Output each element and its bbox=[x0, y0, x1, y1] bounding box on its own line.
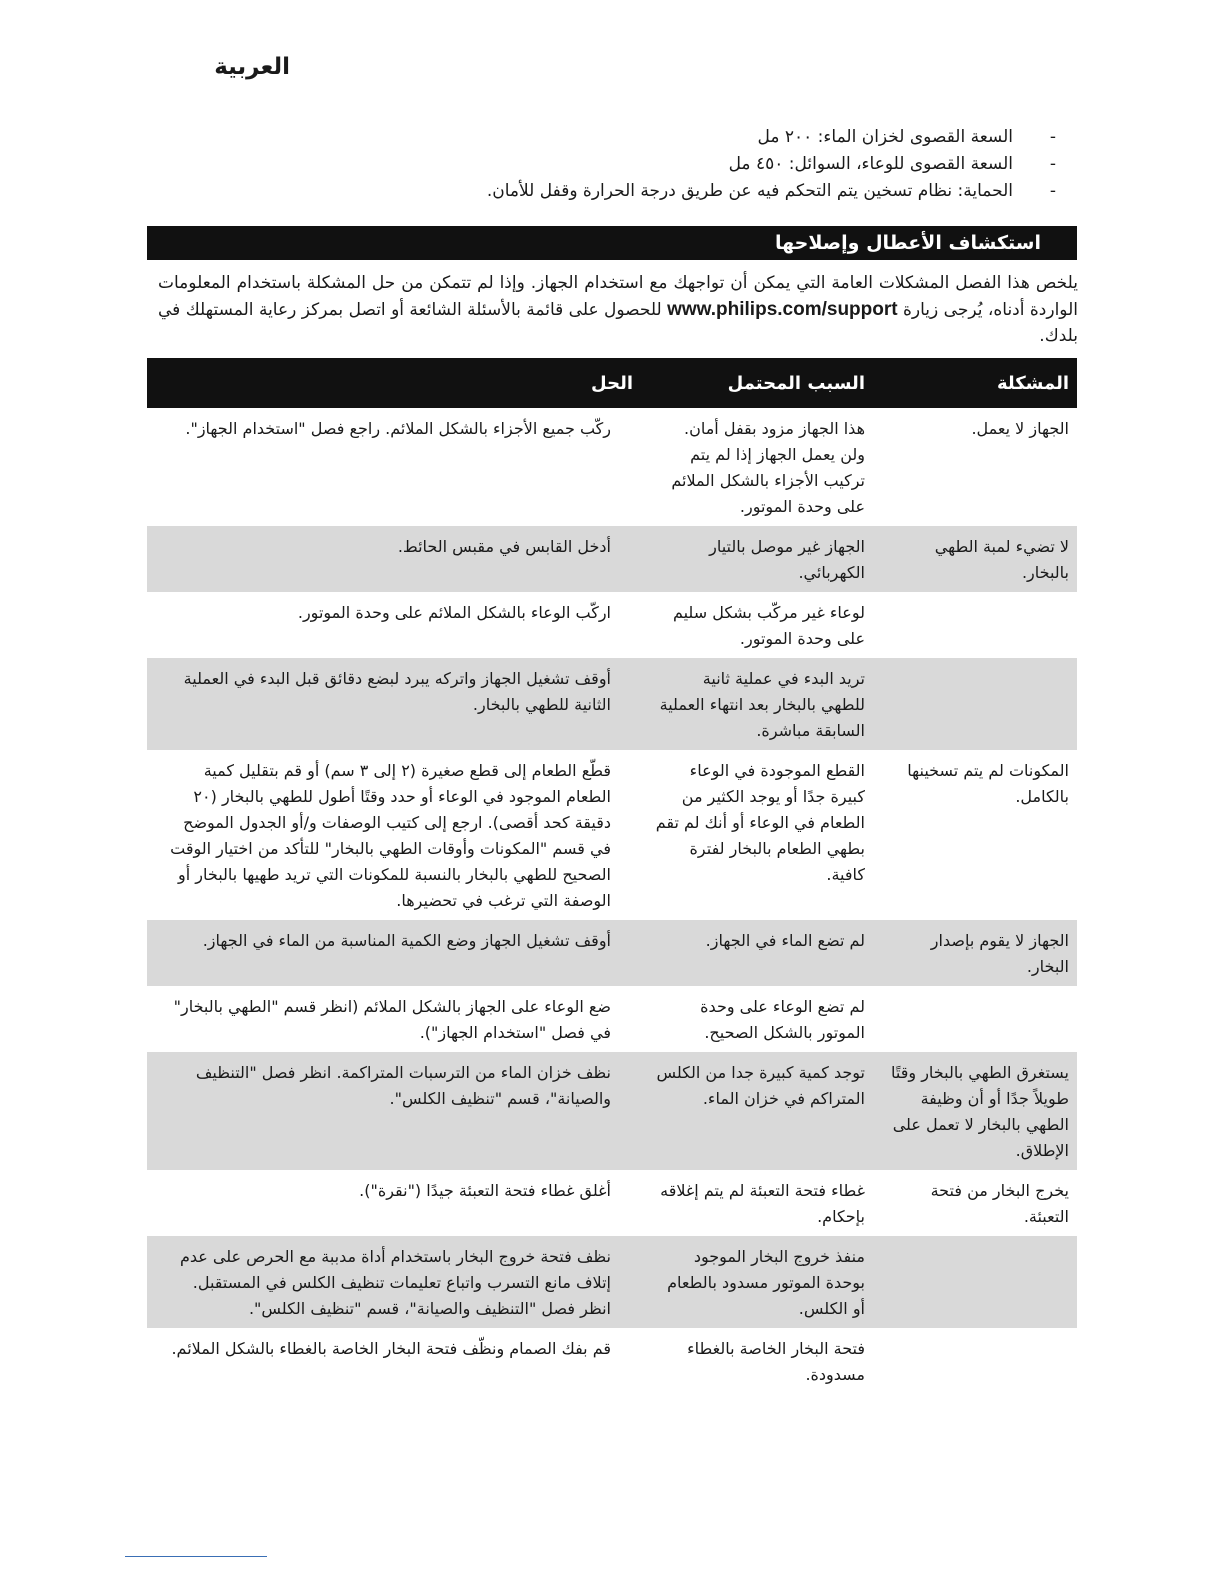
solution-cell: أوقف تشغيل الجهاز وضع الكمية المناسبة من الماء في الجهاز. bbox=[147, 920, 641, 986]
table-row bbox=[147, 526, 1077, 592]
troubleshooting-table bbox=[147, 358, 1077, 1394]
cause-cell: الجهاز غير موصل بالتيار الكهربائي. bbox=[641, 526, 873, 592]
language-heading: العربية bbox=[214, 54, 290, 80]
table-header-row bbox=[147, 358, 1077, 408]
bullet-dash: - bbox=[1049, 127, 1056, 147]
header-problem: المشكلة bbox=[873, 358, 1077, 408]
cause-cell: فتحة البخار الخاصة بالغطاء مسدودة. bbox=[687, 1339, 865, 1384]
cause-cell: لم تضع الماء في الجهاز. bbox=[641, 920, 873, 986]
cause-cell: لم تضع الوعاء على وحدة الموتور بالشكل الصحيح. bbox=[700, 997, 865, 1042]
specifications-list bbox=[336, 124, 1056, 205]
bullet-dash: - bbox=[1049, 154, 1056, 174]
solution-cell: قطّع الطعام إلى قطع صغيرة (٢ إلى ٣ سم) أو قم بتقليل كمية الطعام الموجود في الوعاء أو حدد وقتًا أطول للطهي بالبخار (٢٠ دقيقة كحد أقصى). ارجع إلى كتيب الوصفات و/أو الجدول الموضح في قسم "المكونات وأوقات الطهي بالبخار" للتأكد من اختيار الوقت الصحيح للطهي بالبخار بالنسبة للمكونات التي تريد طهيها بالبخار أو الوصفة التي ترغب في تحضيرها. bbox=[170, 761, 611, 910]
table-row bbox=[147, 986, 1077, 1052]
problem-cell: المكونات لم يتم تسخينها بالكامل. bbox=[907, 761, 1069, 806]
table-row bbox=[147, 592, 1077, 658]
cause-cell: هذا الجهاز مزود بقفل أمان. ولن يعمل الجهاز إذا لم يتم تركيب الأجزاء بالشكل الملائم على وحدة الموتور. bbox=[671, 419, 865, 516]
table-row bbox=[147, 1052, 1077, 1170]
problem-cell: الجهاز لا يعمل. bbox=[971, 419, 1069, 438]
solution-cell: اركّب الوعاء بالشكل الملائم على وحدة الموتور. bbox=[297, 603, 611, 622]
section-heading-troubleshooting: استكشاف الأعطال وإصلاحها bbox=[147, 226, 1077, 260]
solution-cell: أغلق غطاء فتحة التعبئة جيدًا ("نقرة"). bbox=[359, 1181, 611, 1200]
intro-paragraph bbox=[158, 270, 1078, 350]
cause-cell: غطاء فتحة التعبئة لم يتم إغلاقه بإحكام. bbox=[660, 1181, 865, 1226]
problem-cell: يخرج البخار من فتحة التعبئة. bbox=[930, 1181, 1069, 1226]
cause-cell: منفذ خروج البخار الموجود بوحدة الموتور مسدود بالطعام أو الكلس. bbox=[641, 1236, 873, 1328]
problem-cell: الجهاز لا يقوم بإصدار البخار. bbox=[873, 920, 1077, 986]
spec-item bbox=[336, 178, 1056, 205]
cause-cell: تريد البدء في عملية ثانية للطهي بالبخار بعد انتهاء العملية السابقة مباشرة. bbox=[641, 658, 873, 750]
solution-cell: ركّب جميع الأجزاء بالشكل الملائم. راجع فصل "استخدام الجهاز". bbox=[185, 419, 611, 438]
cause-cell: لوعاء غير مركّب بشكل سليم على وحدة الموتور. bbox=[672, 603, 865, 648]
table-row bbox=[147, 1170, 1077, 1236]
header-cause: السبب المحتمل bbox=[641, 358, 873, 408]
solution-cell: أدخل القابس في مقبس الحائط. bbox=[147, 526, 641, 592]
problem-cell bbox=[873, 658, 1077, 750]
table-row bbox=[147, 658, 1077, 750]
problem-cell bbox=[873, 1328, 1077, 1394]
solution-cell: نظف فتحة خروج البخار باستخدام أداة مدببة مع الحرص على عدم إتلاف مانع التسرب واتباع تعليمات تنظيف الكلس في المستقبل. انظر فصل "التنظيف والصيانة"، قسم "تنظيف الكلس". bbox=[147, 1236, 641, 1328]
intro-text-end: للحصول على قائمة بالأسئلة الشائعة أو اتصل بمركز رعاية المستهلك في بلدك. bbox=[158, 299, 1078, 346]
table-row bbox=[147, 1328, 1077, 1394]
header-solution: الحل bbox=[147, 358, 641, 408]
spec-item bbox=[336, 124, 1056, 151]
support-url-link[interactable]: www.philips.com/support bbox=[667, 298, 898, 320]
table-row bbox=[147, 408, 1077, 526]
problem-cell: لا تضيء لمبة الطهي بالبخار. bbox=[873, 526, 1077, 592]
spec-text: السعة القصوى لخزان الماء: ٢٠٠ مل bbox=[757, 127, 1013, 147]
problem-cell: يستغرق الطهي بالبخار وقتًا طويلاً جدًا أو أن وظيفة الطهي بالبخار لا تعمل على الإطلاق. bbox=[873, 1052, 1077, 1170]
problem-cell bbox=[873, 986, 1077, 1052]
intro-text-start: يلخص هذا الفصل المشكلات العامة التي يمكن أن تواجهك مع استخدام الجهاز. وإذا لم تتمكن من حل المشكلة باستخدام المعلومات الواردة أدناه، يُرجى زيارة bbox=[158, 273, 1078, 320]
table-row bbox=[147, 750, 1077, 920]
spec-text: السعة القصوى للوعاء، السوائل: ٤٥٠ مل bbox=[728, 154, 1013, 174]
footer-rule bbox=[125, 1556, 267, 1557]
problem-cell bbox=[873, 592, 1077, 658]
spec-text: الحماية: نظام تسخين يتم التحكم فيه عن طريق درجة الحرارة وقفل للأمان. bbox=[486, 181, 1013, 201]
table-row bbox=[147, 1236, 1077, 1328]
problem-cell bbox=[873, 1236, 1077, 1328]
solution-cell: قم بفك الصمام ونظّف فتحة البخار الخاصة بالغطاء بالشكل الملائم. bbox=[171, 1339, 611, 1358]
solution-cell: أوقف تشغيل الجهاز واتركه يبرد لبضع دقائق قبل البدء في العملية الثانية للطهي بالبخار. bbox=[147, 658, 641, 750]
cause-cell: القطع الموجودة في الوعاء كبيرة جدًا أو يوجد الكثير من الطعام في الوعاء أو أنك لم تقم بطهي الطعام بالبخار لفترة كافية. bbox=[655, 761, 865, 884]
table-row bbox=[147, 920, 1077, 986]
spec-item bbox=[336, 151, 1056, 178]
solution-cell: ضع الوعاء على الجهاز بالشكل الملائم (انظر قسم "الطهي بالبخار" في فصل "استخدام الجهاز"). bbox=[173, 997, 611, 1042]
bullet-dash: - bbox=[1049, 181, 1056, 201]
cause-cell: توجد كمية كبيرة جدا من الكلس المتراكم في خزان الماء. bbox=[641, 1052, 873, 1170]
solution-cell: نظف خزان الماء من الترسبات المتراكمة. انظر فصل "التنظيف والصيانة"، قسم "تنظيف الكلس". bbox=[147, 1052, 641, 1170]
